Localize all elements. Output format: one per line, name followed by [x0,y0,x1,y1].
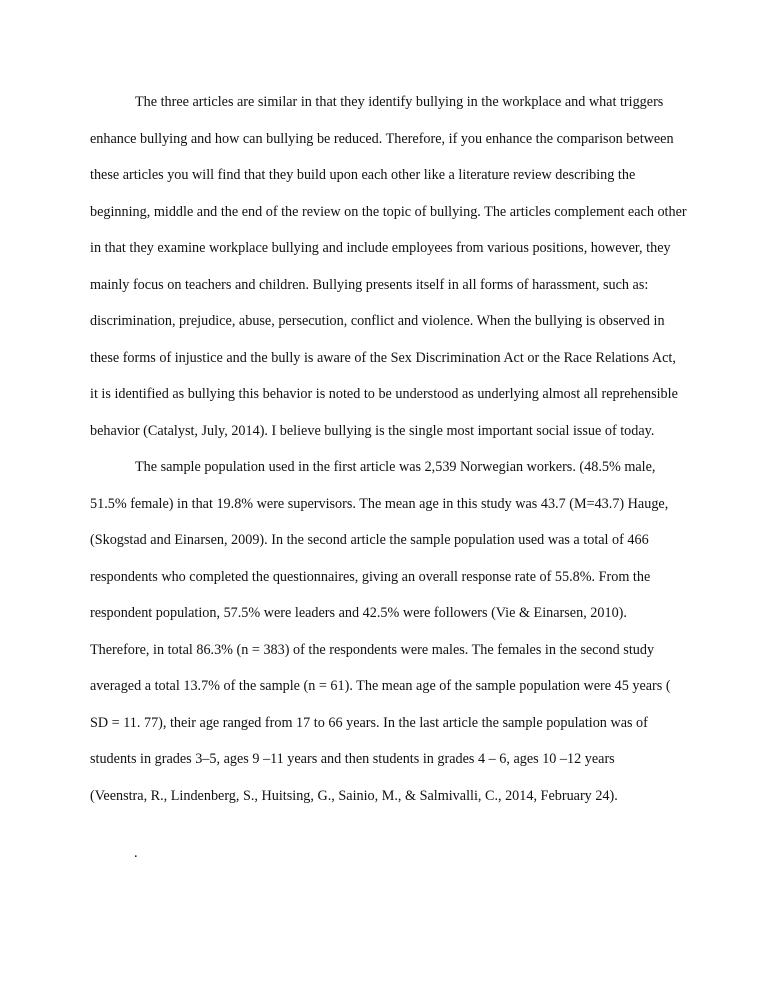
paragraph-1-line: in that they examine workplace bullying and include employees from various positions, however, they [90,240,671,256]
paragraph-1-line: these forms of injustice and the bully is aware of the Sex Discrimination Act or the Race Relations Act, [90,349,676,366]
paragraph-2-line: respondent population, 57.5% were leaders and 42.5% were followers (Vie & Einarsen, 2010). [90,605,627,621]
paragraph-2 [90,456,700,821]
paragraph-2-line: 51.5% female) in that 19.8% were supervisors. The mean age in this study was 43.7 (M=43.7) Hauge, [90,495,669,512]
trailing-period: . [134,845,138,861]
paragraph-1-line: behavior (Catalyst, July, 2014). I believe bullying is the single most important social issue of today. [90,422,655,439]
paragraph-2-line: (Veenstra, R., Lindenberg, S., Huitsing, G., Sainio, M., & Salmivalli, C., 2014, February 24). [90,787,618,804]
paragraph-1-line: enhance bullying and how can bullying be reduced. Therefore, if you enhance the comparison between [90,130,674,147]
paragraph-2-line: averaged a total 13.7% of the sample (n = 61). The mean age of the sample population were 45 years ( [90,678,671,694]
paragraph-2-line: students in grades 3–5, ages 9 –11 years and then students in grades 4 – 6, ages 10 –12 years [90,751,615,767]
paragraph-2-line: Therefore, in total 86.3% (n = 383) of the respondents were males. The females in the second study [90,641,655,658]
paragraph-2-line: The sample population used in the first article was 2,539 Norwegian workers. (48.5% male, [135,459,656,475]
paragraph-1-line: discrimination, prejudice, abuse, persecution, conflict and violence. When the bullying is observed in [90,313,665,329]
paragraph-2-line: respondents who completed the questionnaires, giving an overall response rate of 55.8%. From the [90,568,651,585]
paragraph-1-line: these articles you will find that they build upon each other like a literature review describing the [90,167,636,183]
paragraph-2-line: SD = 11. 77), their age ranged from 17 to 66 years. In the last article the sample population was of [90,714,648,731]
paragraph-1-line: it is identified as bullying this behavior is noted to be understood as underlying almost all reprehensible [90,386,678,402]
paragraph-1-line: beginning, middle and the end of the review on the topic of bullying. The articles complement each other [90,203,687,220]
paragraph-2-line: (Skogstad and Einarsen, 2009). In the second article the sample population used was a total of 466 [90,532,649,548]
paragraph-1 [90,91,700,456]
document-body [90,91,700,821]
paragraph-1-line: The three articles are similar in that they identify bullying in the workplace and what triggers [135,94,664,110]
paragraph-1-line: mainly focus on teachers and children. Bullying presents itself in all forms of harassment, such as: [90,276,649,293]
